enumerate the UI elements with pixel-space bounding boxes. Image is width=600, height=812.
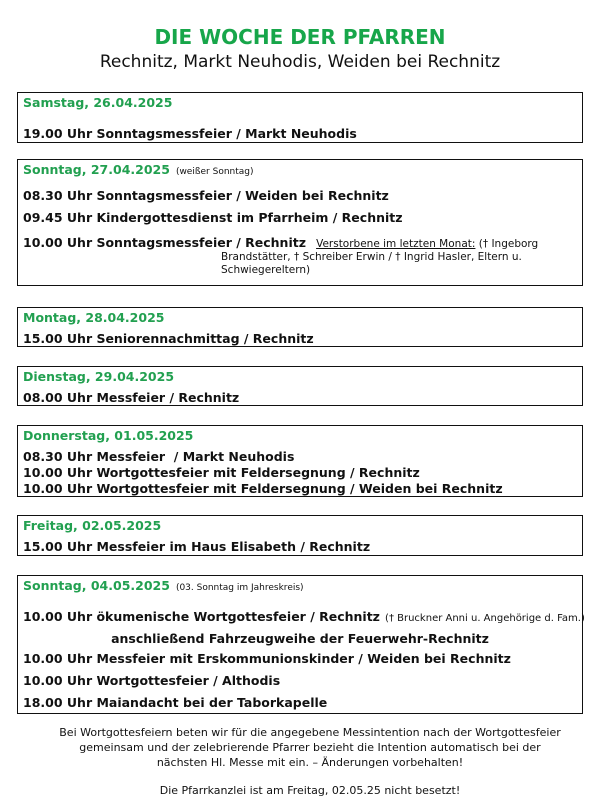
memorial-line: († Ingeborg [478, 238, 539, 250]
day-box-samstag [17, 92, 583, 143]
day-heading: Samstag, 26.04.2025 [23, 95, 173, 110]
footer-line: gemeinsam und der zelebrierende Pfarrer bezieht die Intention automatisch bei der [79, 741, 541, 754]
day-box-freitag [17, 515, 583, 556]
event-item: 15.00 Uhr Messfeier im Haus Elisabeth / Rechnitz [23, 539, 371, 554]
event-item: 18.00 Uhr Maiandacht bei der Taborkapelle [23, 695, 328, 710]
event-item: 08.30 Uhr Messfeier / Markt Neuhodis [23, 449, 295, 464]
day-note: (weißer Sonntag) [175, 167, 254, 177]
day-box-dienstag [17, 366, 583, 406]
footer-notice [40, 725, 580, 770]
event-item: 10.00 Uhr Wortgottesfeier mit Feldersegnung / Weiden bei Rechnitz [23, 481, 503, 496]
day-box-montag [17, 307, 583, 347]
footer-line: Bei Wortgottesfeiern beten wir für die angegebene Messintention nach der Wortgottesfeier [59, 726, 561, 739]
event-item: 10.00 Uhr Messfeier mit Erskommunionskinder / Weiden bei Rechnitz [23, 651, 511, 666]
event-item: 19.00 Uhr Sonntagsmessfeier / Markt Neuhodis [23, 126, 357, 141]
memorial-line: Schwiegereltern) [221, 264, 311, 276]
day-heading: Freitag, 02.05.2025 [23, 518, 162, 533]
day-heading [23, 162, 577, 180]
day-box-donnerstag [17, 425, 583, 497]
day-heading: Dienstag, 29.04.2025 [23, 369, 175, 384]
event-subline: anschließend Fahrzeugweihe der Feuerwehr-Rechnitz [111, 631, 489, 646]
event-item: 15.00 Uhr Seniorennachmittag / Rechnitz [23, 331, 314, 346]
event-item: 10.00 Uhr Wortgottesfeier mit Feldersegnung / Rechnitz [23, 465, 420, 480]
day-box-sonntag-27 [17, 159, 583, 286]
memorial-line: Brandstätter, † Schreiber Erwin / † Ingrid Hasler, Eltern u. [221, 251, 522, 263]
event-item: 08.30 Uhr Sonntagsmessfeier / Weiden bei Rechnitz [23, 188, 389, 203]
event-item-with-intention [23, 606, 585, 625]
page-title: DIE WOCHE DER PFARREN [154, 25, 446, 49]
event-item: 10.00 Uhr Wortgottesfeier / Althodis [23, 673, 281, 688]
intention-text: († Bruckner Anni u. Angehörige d. Fam.) [385, 613, 585, 624]
footer-line: nächsten Hl. Messe mit ein. – Änderungen vorbehalten! [156, 756, 464, 769]
day-date: Sonntag, 04.05.2025 [23, 578, 170, 593]
event-item: 08.00 Uhr Messfeier / Rechnitz [23, 390, 240, 405]
day-heading: Montag, 28.04.2025 [23, 310, 165, 325]
day-heading [23, 578, 577, 596]
day-heading: Donnerstag, 01.05.2025 [23, 428, 194, 443]
day-box-sonntag-04 [17, 575, 583, 714]
day-note: (03. Sonntag im Jahreskreis) [175, 583, 304, 593]
memorial-label: Verstorbene im letzten Monat: [316, 238, 476, 250]
event-item: 09.45 Uhr Kindergottesdienst im Pfarrheim / Rechnitz [23, 210, 403, 225]
day-date: Sonntag, 27.04.2025 [23, 162, 170, 177]
page-subtitle: Rechnitz, Markt Neuhodis, Weiden bei Rechnitz [99, 52, 501, 72]
event-item-with-memorial [23, 232, 577, 277]
event-text: 10.00 Uhr ökumenische Wortgottesfeier / Rechnitz [23, 609, 380, 624]
office-notice: Die Pfarrkanzlei ist am Freitag, 02.05.25 nicht besetzt! [159, 784, 461, 797]
event-text: 10.00 Uhr Sonntagsmessfeier / Rechnitz [23, 235, 306, 250]
